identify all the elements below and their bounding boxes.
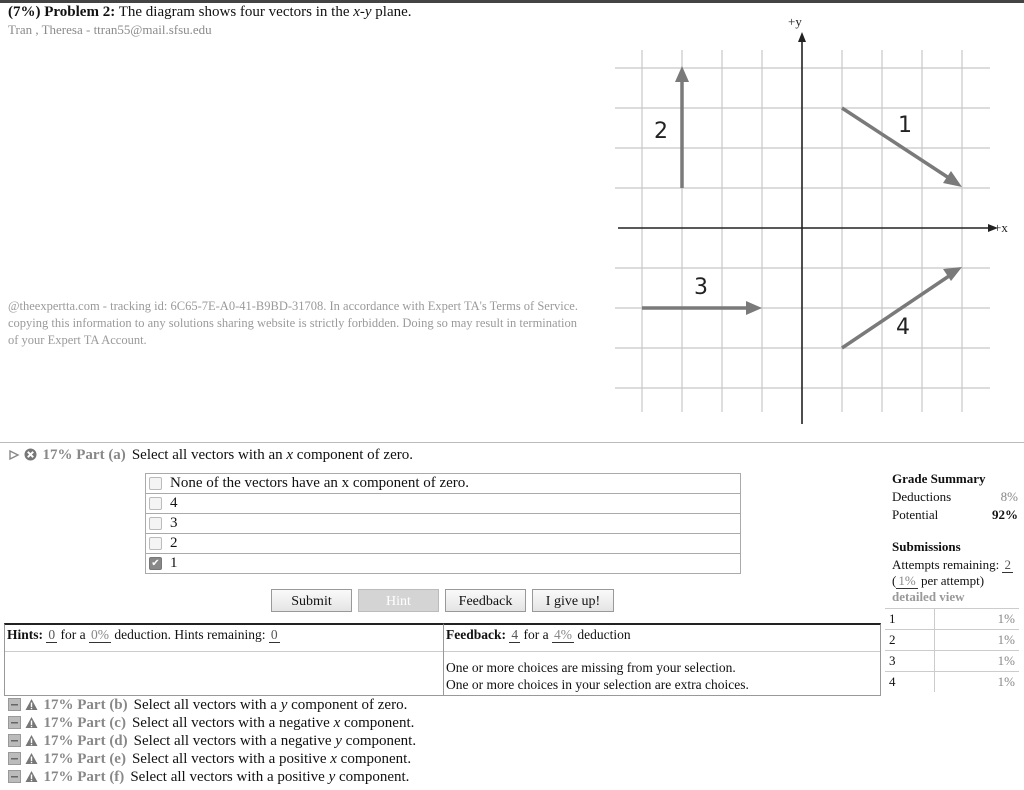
part-c-weight: 17% Part (c) bbox=[43, 715, 126, 731]
part-e-post: component. bbox=[336, 751, 412, 767]
choice-label: 4 bbox=[170, 495, 178, 511]
warning-icon bbox=[25, 752, 38, 770]
checkbox[interactable] bbox=[149, 497, 162, 510]
vector-label-2: 2 bbox=[654, 119, 668, 144]
deductions-label: Deductions bbox=[892, 489, 952, 504]
deductions-value: 8% bbox=[1000, 489, 1018, 504]
part-c-var: x bbox=[333, 715, 341, 731]
part-b-row[interactable] bbox=[8, 697, 407, 716]
table-row bbox=[885, 651, 1019, 672]
collapsed-box-icon[interactable] bbox=[8, 752, 21, 770]
feedback-deduction-text: deduction bbox=[577, 627, 631, 642]
vector-label-3: 3 bbox=[694, 275, 708, 300]
choice-label: 3 bbox=[170, 515, 178, 531]
problem-header bbox=[8, 4, 412, 21]
part-a-text-var: x bbox=[286, 447, 294, 463]
hint-button[interactable]: Hint bbox=[358, 589, 439, 612]
warning-icon bbox=[25, 716, 38, 734]
hints-deduction-text: deduction. Hints remaining: bbox=[114, 627, 266, 642]
warning-icon bbox=[25, 698, 38, 716]
part-c-pre: Select all vectors with a negative bbox=[131, 715, 334, 731]
problem-statement-pre: The diagram shows four vectors in the bbox=[118, 4, 354, 20]
attempt-value: 1% bbox=[934, 609, 1019, 630]
part-c-row[interactable] bbox=[8, 715, 414, 734]
problem-statement-var: x-y bbox=[353, 4, 372, 20]
attempt-value: 1% bbox=[934, 672, 1019, 693]
feedback-for-a: for a bbox=[523, 627, 549, 642]
deductions-row bbox=[892, 489, 1018, 505]
feedback-panel bbox=[443, 623, 881, 696]
choice-list bbox=[145, 473, 741, 574]
feedback-header bbox=[446, 627, 631, 643]
problem-statement-post: plane. bbox=[371, 4, 412, 20]
warning-icon bbox=[25, 734, 38, 752]
potential-row bbox=[892, 507, 1018, 523]
grade-summary-title: Grade Summary bbox=[892, 471, 986, 486]
part-b-text bbox=[134, 697, 408, 713]
section-divider bbox=[0, 442, 1024, 443]
problem-label: Problem 2: bbox=[44, 4, 116, 20]
per-attempt-post: per attempt) bbox=[917, 573, 985, 588]
part-e-var: x bbox=[330, 751, 337, 767]
part-c-post: component. bbox=[340, 715, 415, 731]
part-a-text-post: component of zero. bbox=[293, 447, 413, 463]
choice-option[interactable] bbox=[146, 514, 740, 534]
choice-option[interactable] bbox=[146, 554, 740, 573]
checkmark-icon: ✔ bbox=[151, 558, 160, 569]
hints-remaining: 0 bbox=[270, 627, 278, 642]
attempt-number: 2 bbox=[885, 630, 934, 651]
hints-separator bbox=[5, 651, 443, 652]
part-f-row[interactable] bbox=[8, 769, 409, 788]
copyright-notice: @theexpertta.com - tracking id: 6C65-7E-A0-41-B9BD-31708. In accordance with Expert TA's Terms of Service. copying this information to any solutions sharing website is strictly forbidden. Doing so may result in termination of your Expert TA Account. bbox=[8, 299, 578, 347]
x-axis-label: +x bbox=[994, 220, 1008, 235]
attempt-value: 1% bbox=[934, 630, 1019, 651]
per-attempt-pct: 1% bbox=[898, 573, 916, 588]
submissions-title: Submissions bbox=[892, 539, 961, 554]
part-a-header bbox=[8, 447, 413, 466]
part-e-row[interactable] bbox=[8, 751, 411, 770]
collapsed-box-icon[interactable] bbox=[8, 734, 21, 752]
part-b-weight: 17% Part (b) bbox=[43, 697, 128, 713]
table-row bbox=[885, 609, 1019, 630]
y-axis-arrowhead bbox=[798, 32, 806, 42]
attempts-value: 2 bbox=[1004, 557, 1011, 572]
choice-option[interactable] bbox=[146, 474, 740, 494]
choice-label: None of the vectors have an x component of zero. bbox=[170, 475, 470, 491]
attempts-table bbox=[885, 608, 1019, 692]
part-a-text-pre: Select all vectors with an bbox=[131, 447, 287, 463]
part-e-weight: 17% Part (e) bbox=[43, 751, 126, 767]
part-b-pre: Select all vectors with a bbox=[133, 697, 281, 713]
part-f-text bbox=[130, 769, 409, 785]
detailed-view-link[interactable]: detailed view bbox=[892, 589, 965, 604]
checkbox[interactable] bbox=[149, 517, 162, 530]
choice-option[interactable] bbox=[146, 534, 740, 554]
part-d-weight: 17% Part (d) bbox=[43, 733, 128, 749]
vector-2 bbox=[675, 66, 689, 188]
vector-diagram bbox=[600, 10, 1020, 430]
per-attempt bbox=[892, 573, 1018, 589]
vector-label-4: 4 bbox=[896, 315, 910, 340]
part-d-var: y bbox=[335, 733, 342, 749]
feedback-separator bbox=[444, 651, 880, 652]
attempt-number: 1 bbox=[885, 609, 934, 630]
top-border bbox=[0, 0, 1024, 3]
part-c-text bbox=[132, 715, 414, 731]
warning-icon bbox=[25, 770, 38, 788]
checkbox[interactable] bbox=[149, 477, 162, 490]
expand-triangle-icon[interactable] bbox=[8, 449, 20, 466]
choice-label: 1 bbox=[170, 555, 178, 571]
checkbox-checked[interactable] bbox=[149, 557, 162, 570]
feedback-button[interactable]: Feedback bbox=[445, 589, 526, 612]
choice-label: 2 bbox=[170, 535, 178, 551]
hints-label: Hints: bbox=[7, 627, 44, 642]
feedback-message: One or more choices in your selection are extra choices. bbox=[446, 677, 749, 692]
part-f-var: y bbox=[328, 769, 336, 785]
grade-summary bbox=[892, 471, 1018, 605]
submit-button[interactable]: Submit bbox=[271, 589, 352, 612]
choice-option[interactable] bbox=[146, 494, 740, 514]
part-a-weight: 17% Part (a) bbox=[42, 447, 126, 463]
give-up-button[interactable]: I give up! bbox=[532, 589, 614, 612]
vector-label-1: 1 bbox=[898, 113, 912, 138]
feedback-count: 4 bbox=[511, 627, 519, 642]
attempt-number: 3 bbox=[885, 651, 934, 672]
part-f-weight: 17% Part (f) bbox=[43, 769, 125, 785]
collapsed-box-icon[interactable] bbox=[8, 698, 21, 716]
attempt-number: 4 bbox=[885, 672, 934, 693]
axes bbox=[618, 40, 990, 424]
feedback-pct: 4% bbox=[553, 627, 572, 642]
hints-header bbox=[7, 627, 280, 643]
part-b-post: component of zero. bbox=[287, 697, 408, 713]
potential-value: 92% bbox=[992, 507, 1018, 522]
per-attempt-pre: ( bbox=[892, 573, 897, 588]
part-f-pre: Select all vectors with a positive bbox=[130, 769, 329, 785]
part-d-pre: Select all vectors with a negative bbox=[133, 733, 336, 749]
part-f-post: component. bbox=[335, 769, 410, 785]
table-row bbox=[885, 672, 1019, 693]
potential-label: Potential bbox=[892, 507, 939, 522]
part-d-row[interactable] bbox=[8, 733, 416, 752]
student-info: Tran , Theresa - ttran55@mail.sfsu.edu bbox=[8, 22, 212, 37]
feedback-message: One or more choices are missing from your selection. bbox=[446, 660, 736, 675]
collapsed-box-icon[interactable] bbox=[8, 770, 21, 788]
y-axis-label: +y bbox=[788, 14, 802, 29]
part-d-text bbox=[134, 733, 416, 749]
collapsed-box-icon[interactable] bbox=[8, 716, 21, 734]
problem-weight: (7%) bbox=[8, 4, 41, 20]
part-a-text bbox=[132, 447, 413, 463]
part-d-post: component. bbox=[341, 733, 417, 749]
checkbox[interactable] bbox=[149, 537, 162, 550]
part-e-pre: Select all vectors with a positive bbox=[131, 751, 331, 767]
vector-3 bbox=[642, 301, 762, 315]
hints-pct: 0% bbox=[91, 627, 109, 642]
attempts-remaining bbox=[892, 557, 1018, 573]
wrong-x-icon bbox=[24, 448, 37, 466]
hints-count: 0 bbox=[48, 627, 56, 642]
feedback-label: Feedback: bbox=[446, 627, 506, 642]
hints-panel bbox=[4, 623, 444, 696]
part-e-text bbox=[132, 751, 411, 767]
table-row bbox=[885, 630, 1019, 651]
part-b-var: y bbox=[280, 697, 288, 713]
attempts-label: Attempts remaining: bbox=[892, 557, 1000, 572]
hints-for-a: for a bbox=[60, 627, 86, 642]
attempt-value: 1% bbox=[934, 651, 1019, 672]
